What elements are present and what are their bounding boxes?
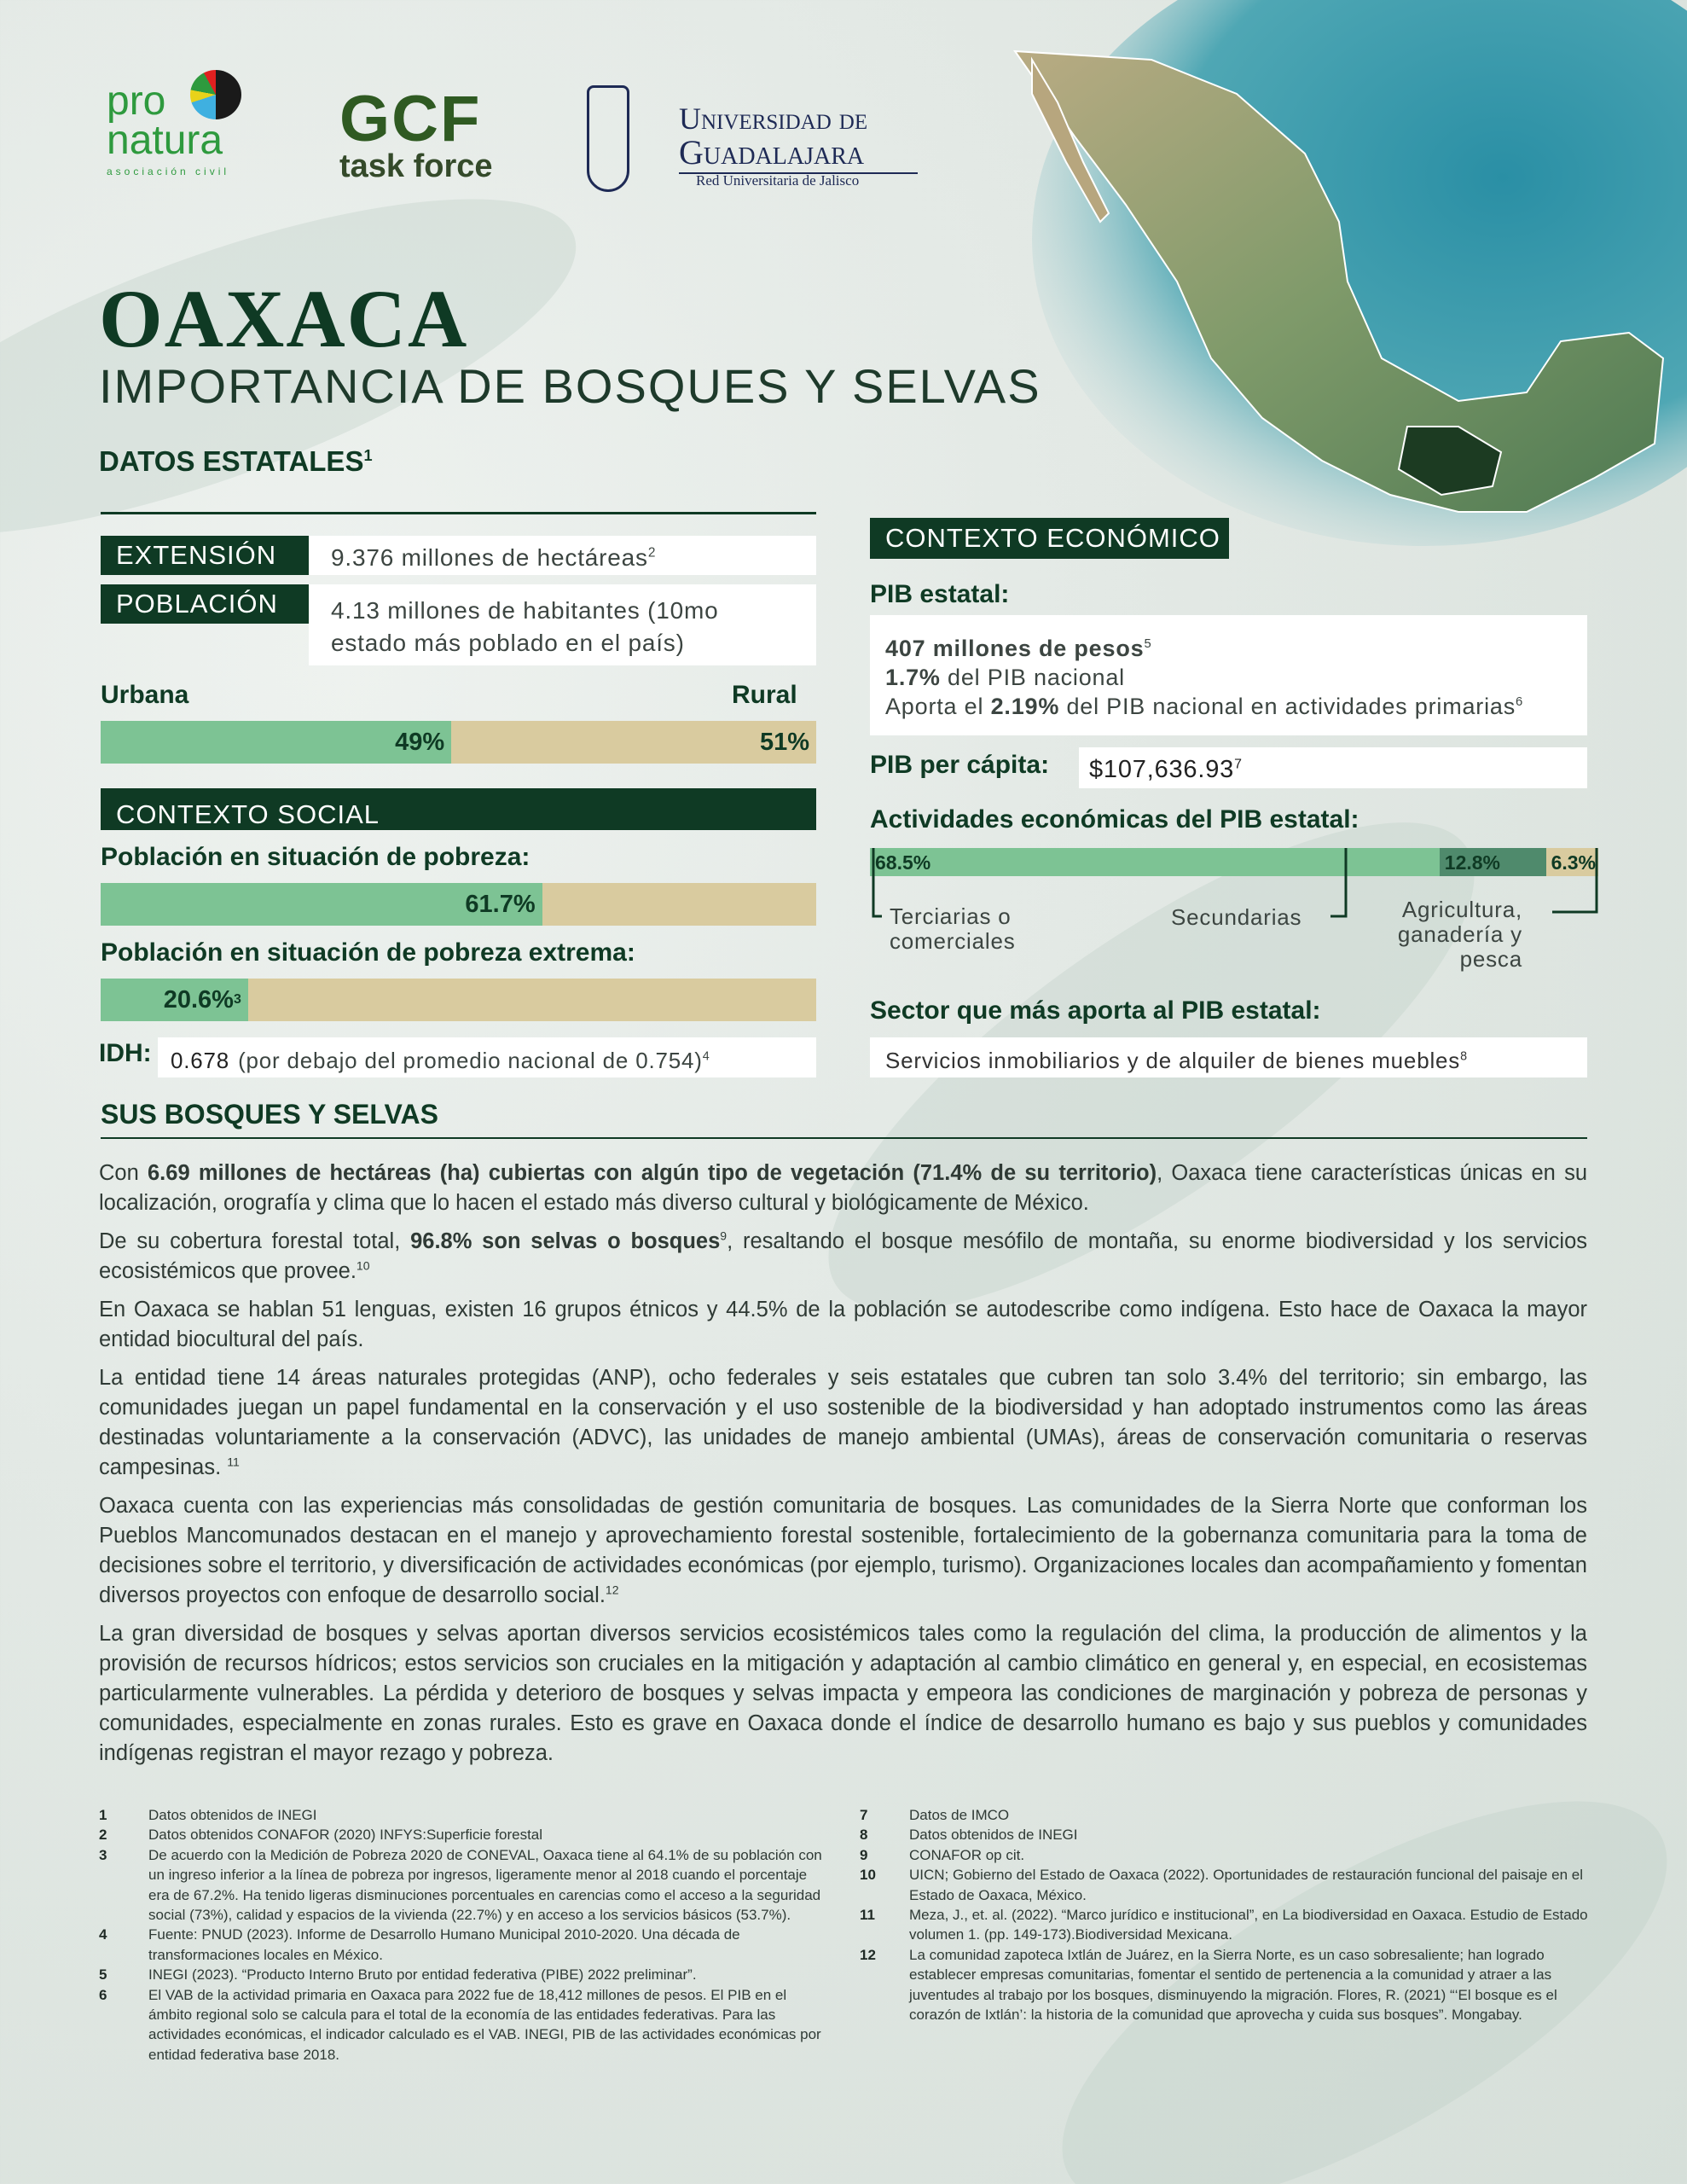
footnote xyxy=(99,1805,826,1825)
footnote xyxy=(860,1845,1593,1865)
footnote xyxy=(860,1865,1593,1905)
footnote-ref: 10 xyxy=(356,1258,370,1273)
bosques-body xyxy=(99,1159,1587,1777)
pronatura-logo: pro natura asociación civil xyxy=(107,70,252,198)
paragraph xyxy=(99,1619,1587,1769)
footnote-number: 6 xyxy=(99,1986,107,2003)
footnote xyxy=(99,1845,826,1926)
extension-label: EXTENSIÓN xyxy=(101,536,309,575)
footnote-number: 4 xyxy=(99,1926,107,1943)
pobreza-extrema-label: Población en situación de pobreza extrema: xyxy=(101,938,635,967)
footnote-ref: 12 xyxy=(605,1583,619,1597)
footnote xyxy=(99,1985,826,2065)
text-segment: En Oaxaca se hablan 51 lenguas, existen 16 grupos étnicos y 44.5% de la población se autodescribe como indígena. Esto hace de Oaxaca la mayor entidad biocultural del país. xyxy=(99,1298,1587,1351)
footnote-number: 12 xyxy=(860,1946,876,1963)
bosques-heading: SUS BOSQUES Y SELVAS xyxy=(101,1099,438,1130)
footnote-number: 2 xyxy=(99,1827,107,1844)
footnotes-right xyxy=(860,1805,1593,2024)
footnote xyxy=(99,1965,826,1984)
pib-estatal-box xyxy=(870,615,1587,735)
footnotes-left xyxy=(99,1805,826,2065)
footnote-text: De acuerdo con la Medición de Pobreza 2020 de CONEVAL, Oaxaca tiene al 64.1% de su población con un ingreso inferior a la línea de pobreza por ingresos, ligeramente menor al 2018 cuando el porcentaje era de 67.2%. Ha tenido ligeras disminuciones porcentuales en carencias como el acceso a la seguridad social (73%), calidad y espacios de la vivienda (22.7%) y en acceso a los servicios básicos (53.7%). xyxy=(148,1846,822,1924)
text-segment: 6.69 millones de hectáreas (ha) cubiertas con algún tipo de vegetación (71.4% de su territorio) xyxy=(148,1161,1157,1185)
urbana-segment: 49% xyxy=(101,721,451,764)
footnote-text: Datos de IMCO xyxy=(909,1807,1010,1823)
page-title: OAXACA xyxy=(99,273,469,364)
footnote-text: Meza, J., et. al. (2022). “Marco jurídico e institucional”, en La biodiversidad en Oaxaca. Estudio de Estado volumen 1. (pp. 149-173).Biodiversidad Mexicana. xyxy=(909,1907,1588,1943)
footnote-number: 5 xyxy=(99,1966,107,1984)
pobreza-extrema-remainder xyxy=(248,979,816,1021)
pobreza-remainder xyxy=(542,883,816,926)
text-segment: La entidad tiene 14 áreas naturales protegidas (ANP), ocho federales y seis estatales que cubren tan solo 3.4% del territorio; sin embargo, las comunidades juegan un papel fundamental en la conservación y el uso sostenible de la biodiversidad y han adoptado instrumentos como las áreas destinadas voluntariamente a la conservación (ADVC), las unidades de manejo ambiental (UMAs), áreas de conservación comunitaria o reservas campesinas. xyxy=(99,1366,1587,1479)
text-segment: La gran diversidad de bosques y selvas aportan diversos servicios ecosistémicos tales como la regulación del clima, la producción de alimentos y la provisión de recursos hídricos; estos servicios son cruciales en la mitigación y adaptación al cambio climático en general y, en especial, en ecosistemas particularmente vulnerables. La pérdida y deterioro de bosques y selvas impacta y empeora las condiciones de marginación y pobreza de personas y comunidades, especialmente en zonas rurales. Esto es grave en Oaxaca donde el índice de desarrollo humano es bajo y sus pueblos y comunidades indígenas registran el mayor rezago y pobreza. xyxy=(99,1622,1587,1765)
paragraph xyxy=(99,1363,1587,1483)
pib-percapita-value: $107,636.93$^7$ xyxy=(1079,747,1587,788)
actividad-segment: 68.5% xyxy=(870,848,1440,876)
bird-icon xyxy=(190,70,241,119)
text-segment: 96.8% son selvas o bosques xyxy=(410,1229,721,1253)
pib-percapita-label: PIB per cápita: xyxy=(870,751,1050,779)
idh-label: IDH: xyxy=(99,1039,152,1067)
pib-total: 407 millones de pesos$^5$ xyxy=(885,636,1152,661)
actividades-label: Actividades económicas del PIB estatal: xyxy=(870,805,1359,834)
footnote-text: CONAFOR op cit. xyxy=(909,1846,1025,1863)
paragraph xyxy=(99,1295,1587,1355)
footnote-number: 3 xyxy=(99,1846,107,1863)
idh-value: 0.678 (por debajo del promedio nacional de 0.754)$^4$ xyxy=(158,1037,816,1077)
datos-estatales-heading: DATOS ESTATALES$^1$ xyxy=(99,445,373,477)
udg-logo: Universidad de Guadalajara Red Universitaria de Jalisco xyxy=(587,85,928,196)
pobreza-segment: 61.7% xyxy=(101,883,542,926)
gcf-logo: GCF task force xyxy=(339,83,493,184)
footnote-text: La comunidad zapoteca Ixtlán de Juárez, en la Sierra Norte, es un caso sobresaliente; han logrado establecer empresas comunitarias, fomentar el sentido de pertenencia a la comunidad y atraer a las juventudes al trabajo por los bosques, disminuyendo la migración. Flores, R. (2021) “‘El bosque es el corazón de Ixtlán’: la historia de la comunidad que aprovecha y cuida sus bosques”. Mongabay. xyxy=(909,1946,1557,2024)
pobreza-extrema-segment: 20.6% 3 xyxy=(101,979,248,1021)
agricultura-label: Agricultura, ganadería y pesca xyxy=(1397,897,1522,972)
text-segment: Con xyxy=(99,1161,148,1185)
actividad-segment: 12.8% xyxy=(1440,848,1546,876)
rural-segment: 51% xyxy=(451,721,816,764)
poblacion-value: 4.13 millones de habitantes (10mo estado más poblado en el país) xyxy=(309,584,816,665)
paragraph xyxy=(99,1227,1587,1287)
contexto-social-heading: CONTEXTO SOCIAL xyxy=(101,788,816,830)
mexico-map xyxy=(981,0,1687,563)
footnote xyxy=(860,1805,1593,1825)
divider xyxy=(101,512,816,514)
footnote-text: El VAB de la actividad primaria en Oaxaca para 2022 fue de 18,412 millones de pesos. El PIB en el ámbito regional solo se calcula para el total de la economía de las entidades federativas. Para las actividades económicas, el indicador calculado es el VAB. INEGI, PIB de las actividades económicas por entidad federativa base 2018. xyxy=(148,1986,821,2063)
actividad-segment: 6.3% xyxy=(1546,848,1598,876)
footnote-text: INEGI (2023). “Producto Interno Bruto por entidad federativa (PIBE) 2022 preliminar”. xyxy=(148,1966,697,1984)
footnote xyxy=(860,1905,1593,1945)
sector-label: Sector que más aporta al PIB estatal: xyxy=(870,996,1321,1025)
pobreza-extrema-bar xyxy=(101,979,816,1021)
pib-nacional-pct: 1.7% del PIB nacional xyxy=(885,665,1125,690)
terciarias-label: Terciarias o comerciales xyxy=(890,903,1016,954)
footnote xyxy=(99,1825,826,1844)
footnote-number: 8 xyxy=(860,1827,868,1844)
footnote-text: Fuente: PNUD (2023). Informe de Desarrollo Humano Municipal 2010-2020. Una década de transformaciones locales en México. xyxy=(148,1926,740,1963)
text-segment: , resaltando el bosque mesófilo de montaña, su enorme biodiversidad y los servicios ecosistémicos que provee. xyxy=(99,1229,1588,1283)
text-segment: Oaxaca cuenta con las experiencias más consolidadas de gestión comunitaria de bosques. Las comunidades de la Sierra Norte que conforman los Pueblos Mancomunados destacan en el manejo y aprovechamiento forestal sostenible, fortalecimiento de la gobernanza comunitaria para la toma de decisiones sobre el territorio, y diversificación de actividades económicas (por ejemplo, turismo). Organizaciones locales dan acompañamiento y fomentan diversos proyectos con enfoque de desarrollo social. xyxy=(99,1494,1587,1607)
contexto-economico-heading: CONTEXTO ECONÓMICO xyxy=(870,518,1229,559)
footnote xyxy=(860,1945,1593,2025)
text-segment: De su cobertura forestal total, xyxy=(99,1229,411,1253)
footnote-number: 7 xyxy=(860,1807,868,1823)
footnote xyxy=(860,1825,1593,1844)
divider xyxy=(101,1137,1587,1139)
footnote-ref: 11 xyxy=(227,1455,240,1469)
udg-crest-icon xyxy=(587,85,629,192)
footnote-text: UICN; Gobierno del Estado de Oaxaca (2022). Oportunidades de restauración funcional del paisaje en el Estado de Oaxaca, México. xyxy=(909,1867,1584,1903)
sector-value: Servicios inmobiliarios y de alquiler de bienes muebles$^8$ xyxy=(870,1037,1587,1077)
footnote-number: 10 xyxy=(860,1867,876,1884)
pib-estatal-label: PIB estatal: xyxy=(870,580,1010,608)
pobreza-label: Población en situación de pobreza: xyxy=(101,843,530,871)
urbana-label: Urbana xyxy=(101,681,189,709)
pobreza-bar xyxy=(101,883,816,926)
page-subtitle: IMPORTANCIA DE BOSQUES Y SELVAS xyxy=(99,359,1041,413)
pib-primarias: Aporta el 2.19% del PIB nacional en actividades primarias$^6$ xyxy=(885,694,1524,719)
footnote-number: 9 xyxy=(860,1846,868,1863)
poblacion-label: POBLACIÓN xyxy=(101,584,309,624)
text-segment: , Oaxaca tiene características únicas en su localización, orografía y clima que lo hacen el estado más diverso cultural y biológicamente de México. xyxy=(99,1161,1588,1215)
paragraph xyxy=(99,1491,1587,1611)
rural-label: Rural xyxy=(732,681,797,709)
footnote-text: Datos obtenidos CONAFOR (2020) INFYS:Superficie forestal xyxy=(148,1827,543,1844)
extension-value: 9.376 millones de hectáreas$^2$ xyxy=(309,536,816,575)
footnote xyxy=(99,1925,826,1965)
footnote-text: Datos obtenidos de INEGI xyxy=(909,1827,1078,1844)
footnote-ref: 9 xyxy=(720,1228,728,1243)
footnote-text: Datos obtenidos de INEGI xyxy=(148,1807,317,1823)
secundarias-label: Secundarias xyxy=(1171,904,1302,930)
urbana-rural-bar xyxy=(101,721,816,764)
footnote-number: 11 xyxy=(860,1907,875,1924)
paragraph xyxy=(99,1159,1587,1218)
footnote-number: 1 xyxy=(99,1807,107,1823)
